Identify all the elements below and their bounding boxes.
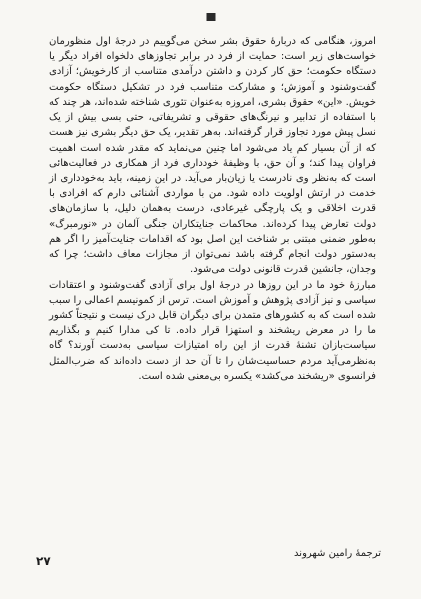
page-number: ۲۷ [36,554,51,568]
page-footer [36,548,381,572]
page-top-mark [206,13,215,21]
translator-credit: ترجمهٔ رامین شهروند [294,548,381,559]
paragraph-2: مبارزهٔ خود ما در این روزها در درجهٔ اول برای آزادی گفت‌وشنود و اعتقادات سیاسی و نیز آزادی پژوهش و آموزش است. ترس از کمونیسم اعمالی را سبب شده است که به کشورهای متمدن برای دیگران قابل درک نیست و نتیجتاً کشور ما را در معرض ریشخند و استهزا قرار داده. تا کی مدارا کنیم و بگذاریم سیاست‌بازان تشنهٔ قدرت از این راه امتیازات سیاسی به‌دست آورند؟ گاه به‌نظرمی‌آید مردم حساسیت‌شان را تا آن حد از دست داده‌اند که ضرب‌المثل فرانسوی «ریشخند می‌کشد» یکسره بی‌معنی شده است. [49,279,376,382]
article-body [49,34,376,384]
paragraph-1: امروز، هنگامی که دربارهٔ حقوق بشر سخن می‌گوییم در درجهٔ اول منظورمان خواست‌های زیر است: حمایت از فرد در برابر تجاوزهای دلخواه افراد دیگر یا دستگاه حکومت؛ حق کار کردن و داشتن درآمدی متناسب از کارخویش؛ آزادی گفت‌وشنود و آموزش؛ و مشارکت متناسب فرد در تشکیل دستگاه حکومت خویش. «این» حقوق بشری، امروزه به‌عنوان تئوری شناخته شده‌اند، هر چند که با استفاده از تدابیر و نیرنگ‌های حقوقی و تشریفاتی، حتی بسی بیش از یک نسل پیش مورد تجاوز قرار گرفته‌اند. به‌هر تقدیر، یک حق دیگر بشری نیز هست که از آن بسیار کم یاد می‌شود اما چنین می‌نماید که مقدر شده است اهمیت فراوان پیدا کند؛ و آن حق، با وظیفهٔ خودداری فرد از همکاری در فعالیت‌هائی است که به‌نظر وی نادرست یا زیان‌بار می‌آید. در این زمینه، باید به‌خودداری از خدمت در ارتش اولویت داده شود. من با مواردی آشنائی دارم که افرادی با قدرت اخلاقی و یک پارچگی غیرعادی، درست به‌همان دلیل، با سازمان‌های دولت تعارض پیدا کرده‌اند. محاکمات جنایتکاران جنگی آلمان در «نورمبرگ» به‌طور ضمنی مبتنی بر شناخت این اصل بود که اقدامات جنایت‌آمیز را اگر هم به‌دستور دولت انجام گرفته باشد نمی‌توان از مجازات معاف داشت؛ چرا که وجدان، جانشین قدرت قانونی دولت می‌شود. [49,36,376,276]
